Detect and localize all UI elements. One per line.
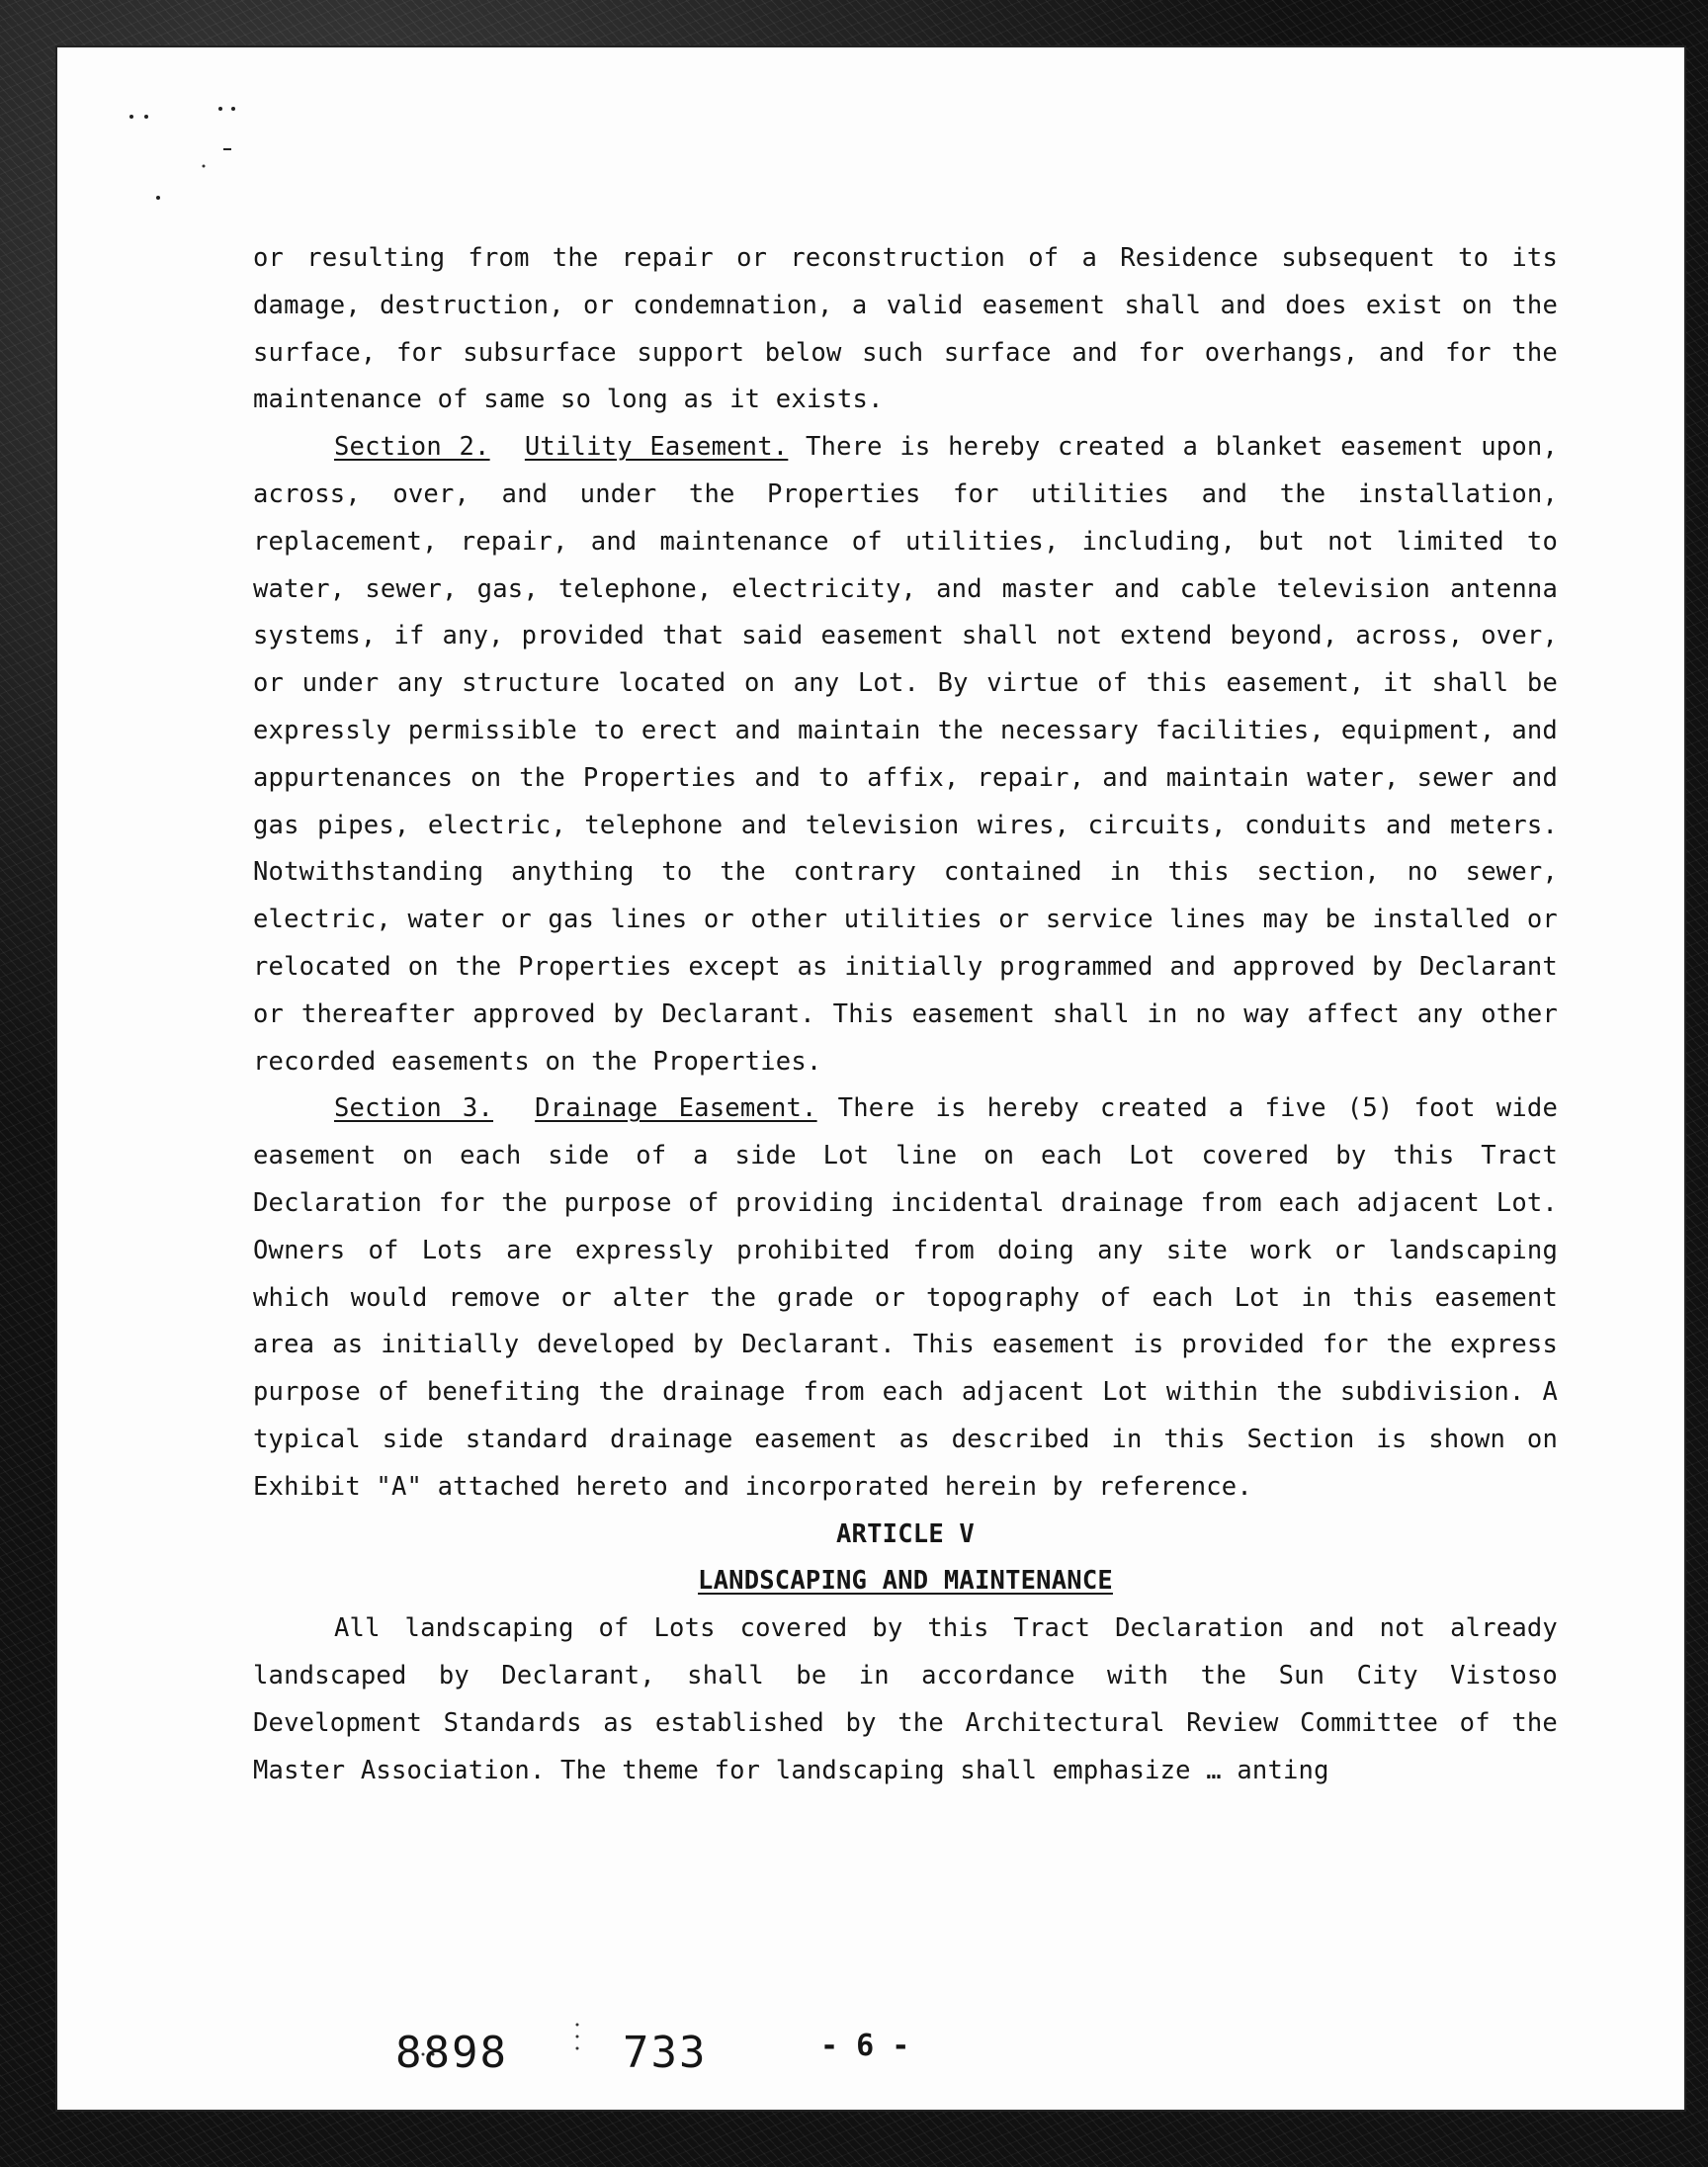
page-number: - 6 - (820, 2029, 910, 2063)
section-2-label: Section 2. (334, 432, 490, 463)
section-2-paragraph (253, 424, 1558, 1085)
section-3-paragraph (253, 1085, 1558, 1511)
page-stamp: 733 (623, 2028, 708, 2078)
landscaping-paragraph: All landscaping of Lots covered by this Tract Declaration and not already landscaped by Declarant, shall be in accordance with the Sun City Vistoso Development Standards as established by the Architectural Review Committee of the Master Association. The theme for landscaping shall emphasize … anting (253, 1613, 1558, 1785)
section-3-title: Drainage Easement. (535, 1093, 817, 1124)
document-page (57, 47, 1684, 2110)
section-2-title: Utility Easement. (524, 432, 789, 463)
section-2-text: There is hereby created a blanket easement upon, across, over, and under the Properties for utilities and the installation, replacement, repair, and maintenance of utilities, including, but not limited to water, sewer, gas, telephone, electricity, and master and cable television antenna systems, if any, provided that said easement shall not extend beyond, across, over, or under any structure located on any Lot. By virtue of this easement, it shall be expressly permissible to erect and maintain the necessary facilities, equipment, and appurtenances on the Properties and to affix, repair, and maintain water, sewer and gas pipes, electric, telephone and television wires, circuits, conduits and meters. Notwithstanding anything to the contrary contained in this section, no sewer, electric, water or gas lines or other utilities or service lines may be installed or relocated on the Properties except as initially programmed and approved by Declarant or thereafter approved by Declarant. This easement shall in no way affect any other recorded easements on the Properties. (253, 432, 1559, 1077)
section-3-label: Section 3. (334, 1093, 494, 1124)
article-title: LANDSCAPING AND MAINTENANCE (698, 1566, 1113, 1597)
document-body (253, 235, 1558, 1794)
article-heading: ARTICLE V (836, 1518, 975, 1549)
book-number: 8898 (395, 2028, 508, 2078)
paragraph-continuation: or resulting from the repair or reconstruction of a Residence subsequent to its damage, destruction, or condemnation, a valid easement shall and does exist on the surface, for subsurface support below such surface and for overhangs, and for the maintenance of same so long as it exists. (253, 243, 1558, 415)
section-3-text: There is hereby created a five (5) foot wide easement on each side of a side Lot line on each Lot covered by this Tract Declaration for the purpose of providing incidental drainage from each adjacent Lot. Owners of Lots are expressly prohibited from doing any site work or landscaping which would remove or alter the grade or topography of each Lot in this easement area as initially developed by Declarant. This easement is provided for the express purpose of benefiting the drainage from each adjacent Lot within the subdivision. A typical side standard drainage easement as described in this Section is shown on Exhibit "A" attached hereto and incorporated herein by reference. (253, 1093, 1558, 1502)
